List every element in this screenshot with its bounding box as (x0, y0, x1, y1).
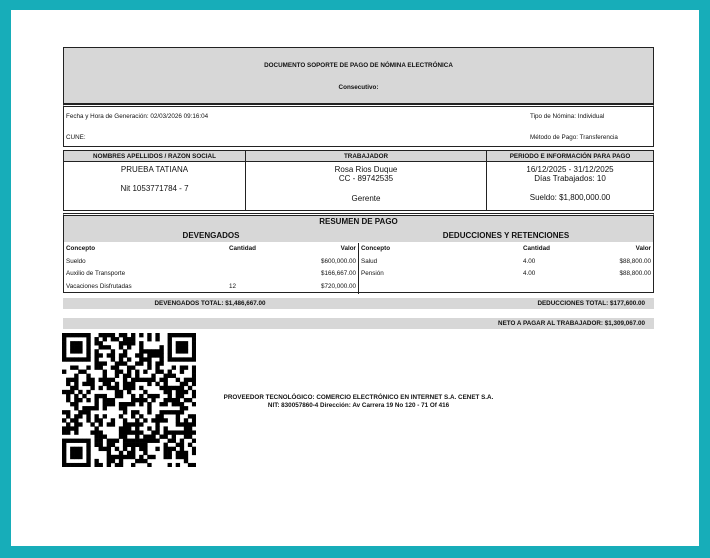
period-dates: 16/12/2025 - 31/12/2025 (526, 165, 614, 174)
fecha-generacion (66, 113, 208, 120)
dev-row-concepto: Sueldo (66, 258, 86, 265)
dev-row-valor: $166,667.00 (320, 270, 356, 277)
ded-row-valor: $88,800.00 (619, 270, 651, 277)
metodo-pago (530, 134, 618, 141)
col-header-razon-social: NOMBRES APELLIDOS / RAZON SOCIAL (93, 153, 216, 160)
dev-col-valor: Valor (340, 245, 356, 252)
tipo-nomina (530, 113, 604, 120)
dev-row-cantidad: 12 (229, 283, 237, 290)
ded-col-cantidad: Cantidad (523, 245, 550, 252)
dias-trabajados: Días Trabajados: 10 (534, 174, 606, 183)
ded-row-concepto: Salud (361, 258, 378, 265)
ded-row-valor: $88,800.00 (619, 258, 651, 265)
ded-col-concepto: Concepto (361, 245, 391, 252)
provider-line-1: PROVEEDOR TECNOLÓGICO: COMERCIO ELECTRÓNICO EN INTERNET S.A. CENET S.A. (223, 394, 494, 401)
deducciones-title: DEDUCCIONES Y RETENCIONES (442, 231, 570, 240)
provider-line-2: NIT: 830057860-4 Dirección: Av Carrera 19 No 120 - 71 Of 416 (267, 402, 450, 409)
tipo-value: Individual (577, 113, 605, 120)
devengados-total: DEVENGADOS TOTAL: $1,486,667.00 (154, 300, 266, 307)
metodo-value: Transferencia (579, 134, 618, 141)
metodo-label: Método de Pago: (530, 134, 578, 141)
col-header-periodo: PERIODO E INFORMACIÓN PARA PAGO (509, 153, 631, 160)
dev-col-concepto: Concepto (66, 245, 96, 252)
worker-cc: CC - 89742535 (338, 174, 394, 183)
cune-label: CUNE: (66, 134, 86, 141)
devengados-title: DEVENGADOS (182, 231, 240, 240)
totals-bar (63, 298, 654, 309)
fecha-label: Fecha y Hora de Generación: (66, 113, 149, 120)
neto-a-pagar: NETO A PAGAR AL TRABAJADOR: $1,309,067.00 (498, 320, 645, 327)
summary-box (63, 213, 654, 293)
worker-name: Rosa Rios Duque (334, 165, 398, 174)
ded-row-cantidad: 4.00 (523, 258, 536, 265)
summary-title: RESUMEN DE PAGO (319, 217, 398, 226)
parties-box (63, 150, 654, 211)
tipo-label: Tipo de Nómina: (530, 113, 576, 120)
sueldo-info: Sueldo: $1,800,000.00 (529, 193, 611, 202)
ded-row-cantidad: 4.00 (523, 270, 536, 277)
neto-bar (63, 318, 654, 329)
dev-row-valor: $600,000.00 (320, 258, 356, 265)
deducciones-total: DEDUCCIONES TOTAL: $177,600.00 (537, 300, 645, 307)
consecutivo-label: Consecutivo: (338, 84, 379, 91)
meta-box (63, 104, 654, 147)
company-name: PRUEBA TATIANA (120, 165, 189, 174)
header-box (63, 47, 654, 104)
dev-col-cantidad: Cantidad (229, 245, 256, 252)
ded-col-valor: Valor (635, 245, 651, 252)
document-page (11, 10, 699, 546)
col-header-trabajador: TRABAJADOR (343, 153, 389, 160)
company-nit: Nit 1053771784 - 7 (120, 184, 189, 193)
dev-row-valor: $720,000.00 (320, 283, 356, 290)
ded-row-concepto: Pensión (361, 270, 384, 277)
worker-role: Gerente (351, 194, 381, 203)
fecha-value: 02/03/2026 09:16:04 (150, 113, 209, 120)
dev-row-concepto: Vacaciones Disfrutadas (66, 283, 132, 290)
dev-row-concepto: Auxilio de Transporte (66, 270, 126, 277)
document-title: DOCUMENTO SOPORTE DE PAGO DE NÓMINA ELECTRÓNICA (264, 62, 453, 69)
